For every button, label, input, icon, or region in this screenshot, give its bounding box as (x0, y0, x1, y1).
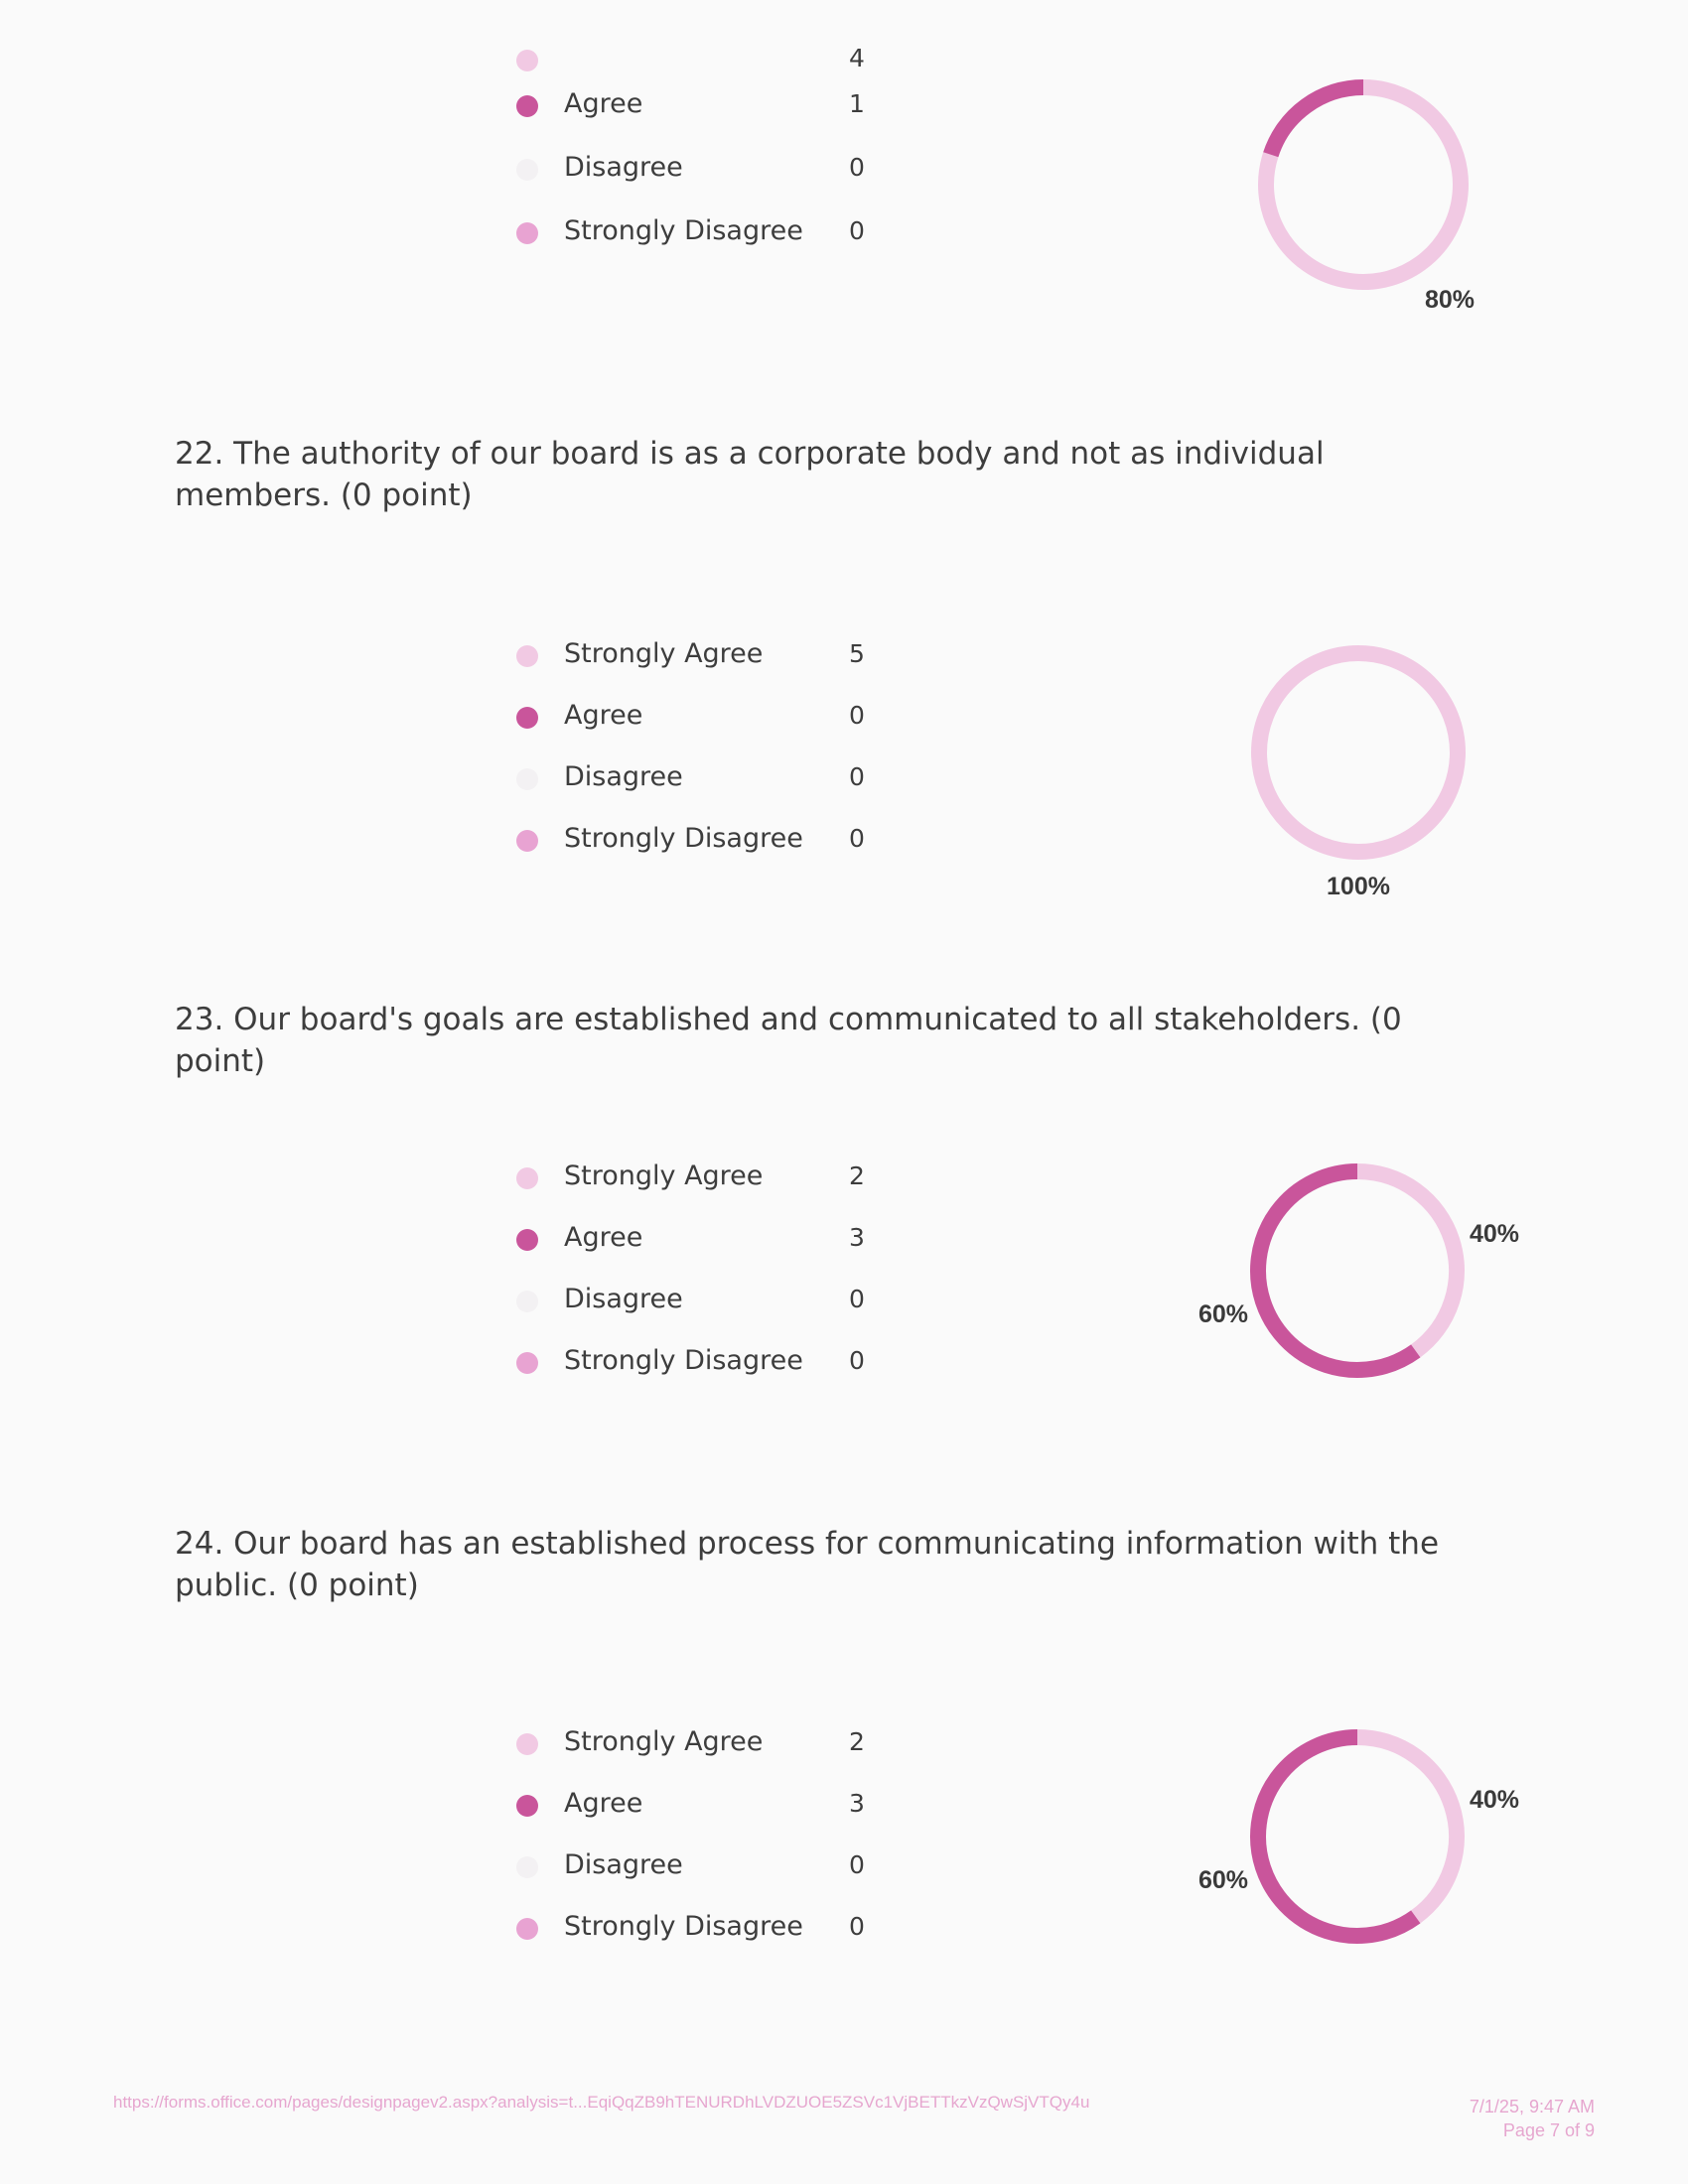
donut-q22-slice-strongly-agree (1259, 653, 1458, 852)
legend-label: Agree (564, 1222, 643, 1253)
legend-row-strongly-disagree (516, 818, 874, 880)
legend-dot-agree (516, 707, 538, 729)
percent-label-q21: 80% (1424, 286, 1476, 314)
legend-dot-agree (516, 95, 538, 117)
donut-q24-slice-strongly-agree (1357, 1737, 1457, 1917)
footer-date: 7/1/25, 9:47 AM (1469, 2097, 1595, 2116)
percent-label-q24-40: 40% (1469, 1786, 1520, 1814)
legend-dot-strongly-agree (516, 1733, 538, 1755)
legend-count: 0 (849, 1346, 865, 1375)
question-24-title: 24. Our board has an established process for communicating information with the public. (0 point) (175, 1526, 1440, 1603)
legend-count: 0 (849, 824, 865, 853)
legend-label: Strongly Agree (564, 1726, 764, 1757)
percent-label-q23-60: 60% (1197, 1300, 1249, 1328)
legend-row-strongly-agree (516, 1156, 874, 1217)
legend-dot-strongly-agree (516, 645, 538, 667)
donut-chart-q23 (1182, 1142, 1539, 1400)
donut-q24-slice-agree (1258, 1737, 1416, 1936)
legend-dot-disagree (516, 1291, 538, 1312)
legend-label: Agree (564, 1788, 643, 1819)
legend-label: Disagree (564, 152, 683, 183)
legend-label: Disagree (564, 761, 683, 792)
legend-row-agree (516, 1217, 874, 1279)
legend-dot-agree (516, 1229, 538, 1251)
legend-label: Strongly Disagree (564, 215, 803, 246)
legend-label: Strongly Disagree (564, 1911, 803, 1942)
legend-label: Disagree (564, 1849, 683, 1880)
legend-dot-strongly-disagree (516, 1918, 538, 1940)
legend-row-agree (516, 83, 874, 147)
legend-dot-strongly-disagree (516, 830, 538, 852)
donut-q21-arcs (1266, 87, 1461, 282)
legend-row-strongly-agree (516, 1721, 874, 1783)
donut-chart-q24 (1182, 1707, 1539, 1966)
question-23-title: 23. Our board's goals are established and communicated to all stakeholders. (0 point) (175, 1002, 1402, 1079)
legend-dot-strongly-disagree (516, 1352, 538, 1374)
donut-chart-q21 (1221, 40, 1519, 318)
legend-row-agree (516, 695, 874, 756)
percent-label-q23-40: 40% (1469, 1220, 1520, 1248)
legend-row-strongly-disagree (516, 1340, 874, 1402)
legend-count: 0 (849, 153, 865, 182)
legend-count: 3 (849, 1223, 865, 1252)
legend-row-strongly-disagree (516, 1906, 874, 1968)
legend-label: Agree (564, 700, 643, 731)
legend-label: Strongly Agree (564, 1160, 764, 1191)
legend-count: 5 (849, 639, 865, 668)
legend-label: Disagree (564, 1284, 683, 1314)
legend-q22 (516, 633, 874, 880)
legend-count: 4 (849, 44, 865, 72)
legend-count: 0 (849, 1285, 865, 1313)
percent-label-q22: 100% (1327, 873, 1390, 900)
legend-row-disagree (516, 1279, 874, 1340)
donut-q24-arcs (1258, 1737, 1457, 1936)
donut-q23-arcs (1258, 1171, 1457, 1370)
legend-row-disagree (516, 756, 874, 818)
legend-label: Agree (564, 88, 643, 119)
legend-q24 (516, 1721, 874, 1968)
legend-row-strongly-agree (516, 633, 874, 695)
legend-count: 0 (849, 1912, 865, 1941)
legend-row-strongly-agree (516, 26, 874, 83)
donut-q23-slice-agree (1258, 1171, 1416, 1370)
legend-row-strongly-disagree (516, 210, 874, 272)
legend-count: 2 (849, 1161, 865, 1190)
legend-dot-disagree (516, 1856, 538, 1878)
legend-count: 3 (849, 1789, 865, 1818)
legend-count: 0 (849, 1850, 865, 1879)
question-22-title: 22. The authority of our board is as a corporate body and not as individual members. (0 point) (175, 436, 1325, 513)
donut-chart-q22 (1211, 625, 1509, 903)
legend-label: Strongly Agree (564, 638, 764, 669)
legend-dot-strongly-disagree (516, 222, 538, 244)
legend-row-disagree (516, 147, 874, 210)
legend-dot-disagree (516, 159, 538, 181)
donut-q23-slice-strongly-agree (1357, 1171, 1457, 1351)
donut-q22-arcs (1259, 653, 1458, 852)
percent-label-q24-60: 60% (1197, 1866, 1249, 1894)
legend-count: 0 (849, 216, 865, 245)
legend-label: Strongly Disagree (564, 1345, 803, 1376)
legend-count: 2 (849, 1727, 865, 1756)
legend-dot-agree (516, 1795, 538, 1817)
legend-dot-disagree (516, 768, 538, 790)
legend-dot-strongly-agree (516, 1167, 538, 1189)
legend-row-disagree (516, 1844, 874, 1906)
donut-q21-slice-agree (1271, 87, 1363, 155)
footer-page-number: Page 7 of 9 (1502, 2120, 1595, 2140)
legend-q23 (516, 1156, 874, 1402)
legend-count: 0 (849, 701, 865, 730)
legend-count: 1 (849, 89, 865, 118)
legend-q21 (516, 44, 874, 272)
legend-row-agree (516, 1783, 874, 1844)
legend-dot-strongly-agree (516, 50, 538, 71)
legend-count: 0 (849, 762, 865, 791)
legend-label: Strongly Disagree (564, 823, 803, 854)
footer-url: https://forms.office.com/pages/designpagev2.aspx?analysis=t...EqiQqZB9hTENURDhLVDZUOE5ZSVc1VjBETTkzVzQwSjVTQy4u (113, 2093, 1090, 2112)
